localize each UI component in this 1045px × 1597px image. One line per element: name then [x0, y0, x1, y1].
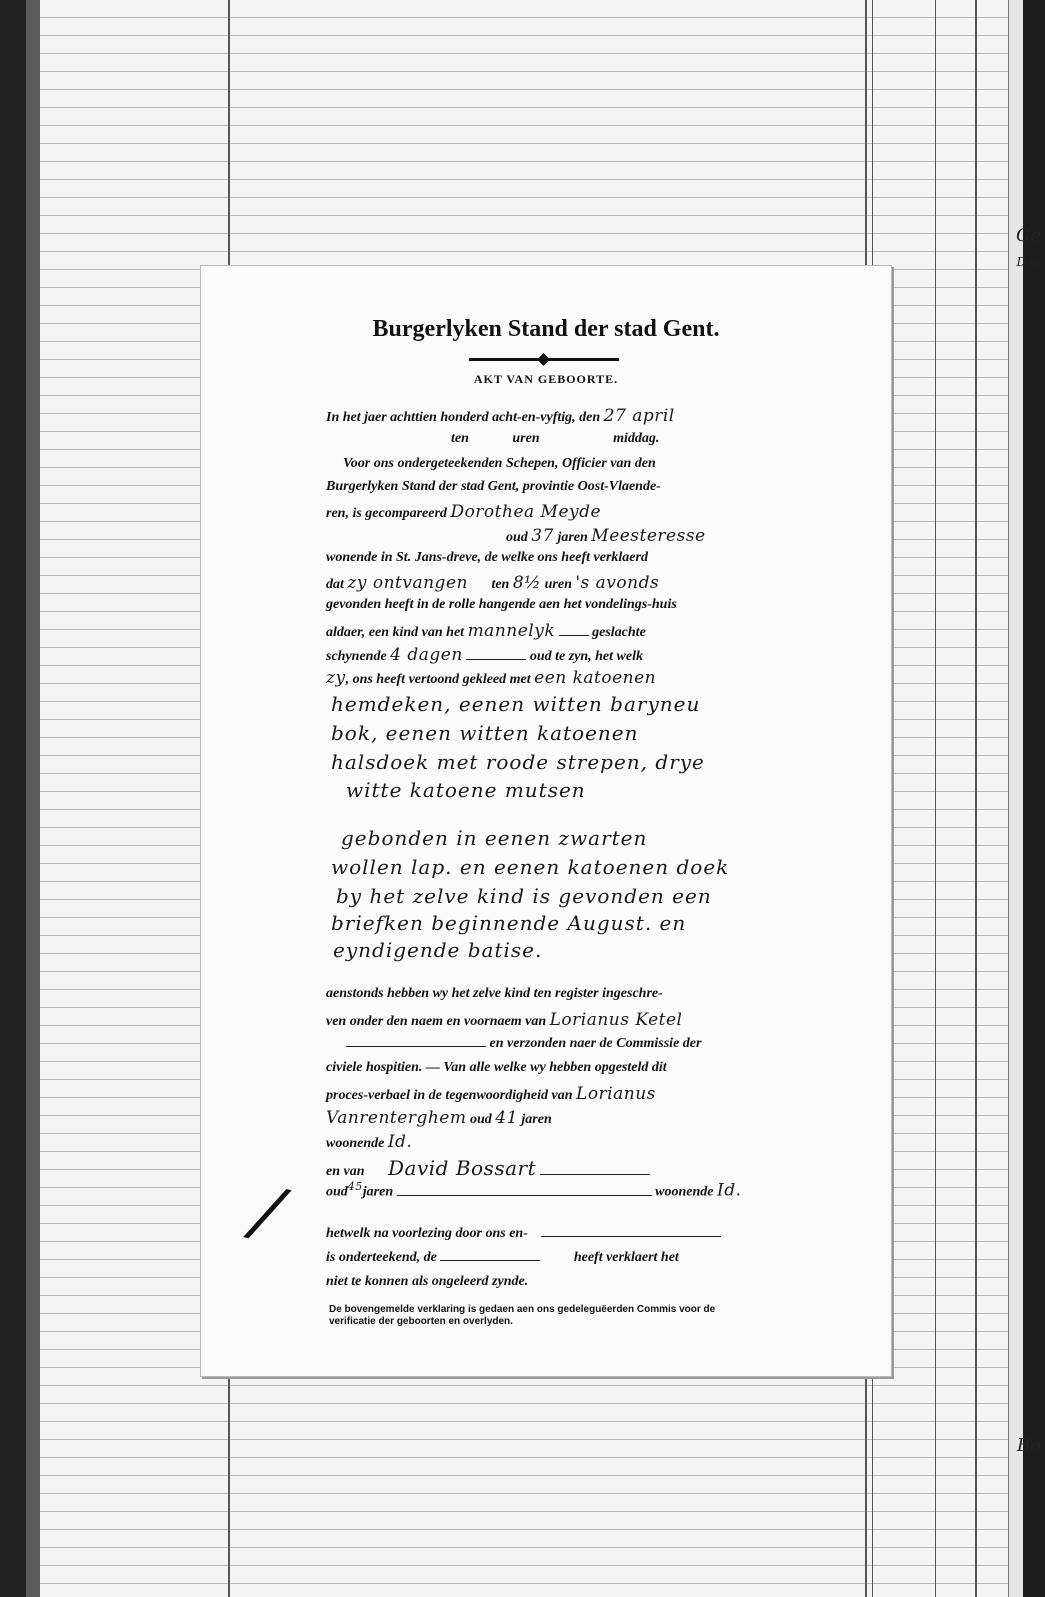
printed-text: middag.: [613, 431, 660, 446]
form-line: gevonden heeft in de rolle hangende aen het vondelings-huis: [326, 597, 677, 612]
printed-text: ven onder den naem en voornaem van: [326, 1014, 547, 1029]
form-line: [326, 1180, 796, 1201]
handwritten-date: 27 april: [603, 406, 675, 426]
handwritten-text: zy ontvangen: [347, 573, 468, 593]
title-ornament-dot: [537, 353, 550, 366]
form-line: [326, 406, 796, 426]
edge-scribble: Bo: [1016, 1435, 1041, 1456]
form-line: [326, 573, 796, 593]
printed-text: aldaer, een kind van het: [326, 625, 465, 640]
handwritten-slash-mark: /: [245, 1169, 290, 1255]
book-binding: [0, 0, 26, 1597]
handwritten-age: 45: [347, 1180, 363, 1193]
form-line: Voor ons ondergeteekenden Schepen, Officier van den: [343, 456, 656, 471]
handwritten-witness-name: Lorianus: [576, 1084, 656, 1104]
form-line: wonende in St. Jans-dreve, de welke ons heeft verklaerd: [326, 550, 648, 565]
handwritten-occupation: Meesteresse: [591, 526, 706, 546]
form-line: Burgerlyken Stand der stad Gent, provintie Oost-Vlaende-: [326, 479, 661, 494]
handwritten-line: by het zelve kind is gevonden een: [336, 884, 712, 908]
handwritten-line: gebonden in eenen zwarten: [341, 826, 648, 850]
handwritten-line: briefken beginnende August. en: [331, 911, 687, 935]
printed-text: uren: [544, 577, 572, 592]
handwritten-child-name: Lorianus Ketel: [549, 1010, 683, 1030]
form-line: [326, 1108, 796, 1128]
printed-text: ren, is gecompareerd: [326, 506, 447, 521]
form-line: [326, 1010, 796, 1030]
handwritten-line: halsdoek met roode strepen, drye: [331, 750, 705, 774]
printed-text: In het jaer achttien honderd acht-en-vyftig, den: [326, 410, 601, 425]
form-line: [326, 1250, 796, 1266]
handwritten-text: Id.: [716, 1180, 742, 1201]
form-line: niet te konnen als ongeleerd zynde.: [326, 1274, 529, 1289]
edge-scribble: Den: [1016, 255, 1041, 269]
form-line: aenstonds hebben wy het zelve kind ten register ingeschre-: [326, 986, 663, 1001]
printed-text: ten: [451, 431, 469, 446]
handwritten-line: eyndigende batise.: [333, 938, 543, 962]
form-line: civiele hospitien. — Van alle welke wy hebben opgesteld dit: [326, 1060, 667, 1075]
printed-text: oud: [326, 1184, 348, 1200]
form-line: [326, 668, 796, 688]
printed-text: jaren: [557, 530, 588, 545]
printed-text: jaren: [521, 1112, 552, 1127]
printed-text: oud: [506, 530, 528, 545]
handwritten-text: zy: [326, 668, 346, 688]
printed-text: schynende: [326, 649, 387, 664]
form-line: [326, 1084, 796, 1104]
ledger-column-line: [935, 0, 936, 1597]
book-gutter: [26, 0, 40, 1597]
printed-text: dat: [326, 577, 344, 592]
form-line: [326, 1036, 796, 1052]
printed-text: , ons heeft vertoond gekleed met: [345, 672, 531, 687]
printed-text: en verzonden naer de Commissie der: [489, 1036, 702, 1051]
footnote: De bovengemelde verklaring is gedaen aen ons gedeleguëerden Commis voor de verificatie der geboorten en overlyden.: [329, 1304, 716, 1327]
handwritten-age: 37: [531, 526, 554, 546]
handwritten-witness-name: Vanrenterghem: [326, 1108, 467, 1128]
form-line: [326, 526, 796, 546]
handwritten-line: bok, eenen witten katoenen: [331, 721, 639, 745]
printed-text: is onderteekend, de: [326, 1250, 437, 1265]
printed-text: jaren: [362, 1184, 394, 1200]
handwritten-sex: mannelyk: [467, 621, 556, 641]
printed-text: uren: [512, 431, 540, 446]
form-line: [326, 1226, 796, 1242]
edge-scribble: Ge: [1015, 225, 1041, 246]
handwritten-name: Dorothea Meyde: [450, 502, 602, 522]
birth-certificate-form: [200, 265, 892, 1377]
printed-text: hetwelk na voorlezing door ons en-: [326, 1226, 528, 1241]
printed-text: woonende: [326, 1136, 385, 1151]
handwritten-line: witte katoene mutsen: [346, 778, 586, 802]
handwritten-line: hemdeken, eenen witten baryneu: [331, 692, 701, 716]
printed-text: ten: [491, 577, 510, 592]
printed-text: proces-verbael in de tegenwoordigheid van: [326, 1088, 573, 1103]
printed-text: oud: [469, 1112, 492, 1127]
handwritten-age: 4 dagen: [390, 645, 463, 665]
handwritten-line: wollen lap. en eenen katoenen doek: [331, 855, 730, 879]
form-line: [326, 1132, 796, 1152]
ledger-column-line: [975, 0, 977, 1597]
handwritten-hour: 8½: [512, 573, 542, 593]
handwritten-text: Id.: [387, 1132, 413, 1152]
handwritten-witness-name: David Bossart: [388, 1156, 537, 1180]
form-line: [326, 645, 796, 665]
form-line: [326, 431, 796, 447]
form-line: [326, 502, 796, 522]
form-title: Burgerlyken Stand der stad Gent.: [372, 316, 720, 342]
printed-text: oud te zyn, het welk: [529, 649, 643, 664]
handwritten-text: een katoenen: [534, 668, 657, 688]
form-line: [326, 621, 796, 641]
form-subtitle: AKT VAN GEBOORTE.: [473, 372, 619, 386]
handwritten-age: 41: [495, 1108, 518, 1128]
form-line: [326, 1156, 796, 1180]
printed-text: woonende: [655, 1184, 714, 1200]
handwritten-text: 's avonds: [575, 573, 660, 593]
printed-text: heeft verklaert het: [573, 1250, 679, 1265]
printed-text: geslachte: [592, 625, 646, 640]
printed-text: en van: [326, 1164, 365, 1179]
